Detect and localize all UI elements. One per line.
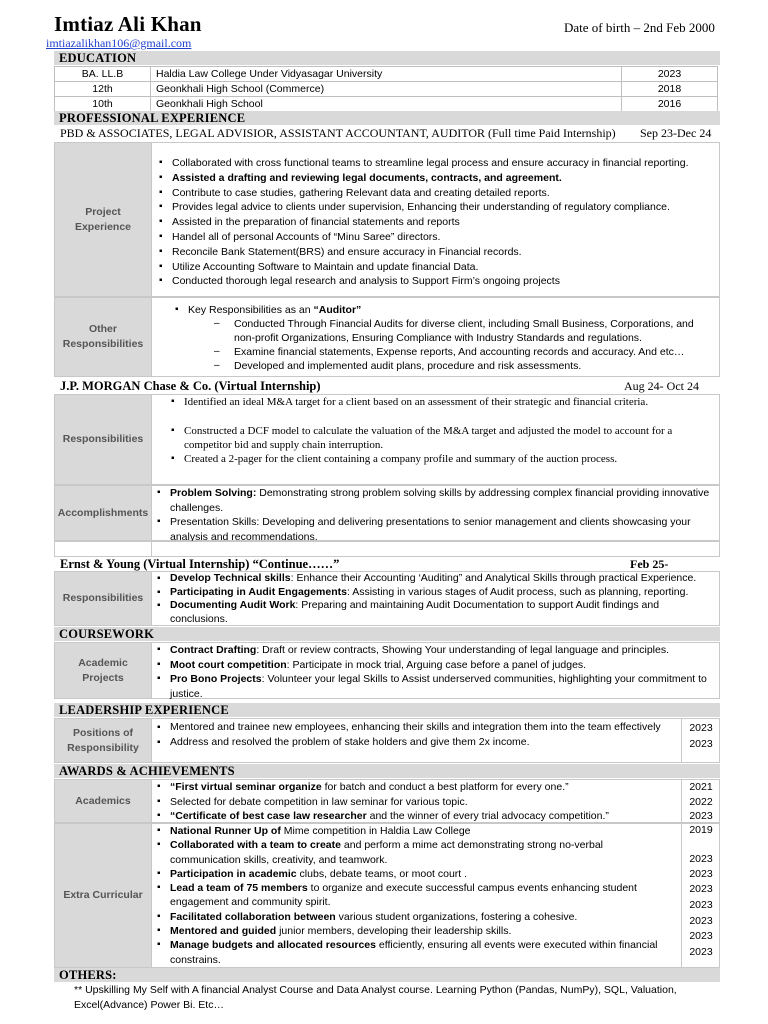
year-label: 2023 (689, 810, 713, 822)
list-item: ▪ Handel all of personal Accounts of “Minu Saree” directors. (156, 230, 713, 245)
academic-projects-block (54, 642, 720, 699)
positions-block (54, 718, 720, 763)
list-item: ▪ Reconcile Bank Statement(BRS) and ensure accuracy in Financial records. (156, 245, 713, 260)
sub-list (188, 317, 713, 373)
degree-cell: 10th (55, 97, 151, 112)
list-item: ▪ Selected for debate competition in law seminar for various topic. (154, 795, 675, 810)
year-cell: 2023 (622, 67, 718, 82)
list-item: ▪ Contract Drafting: Draft or review contracts, Showing Your understanding of legal language and principles. (154, 643, 713, 658)
year-label: 2019 (689, 824, 713, 836)
row-label: Academic Projects (55, 643, 151, 698)
other-list (152, 298, 719, 373)
education-table (54, 66, 718, 112)
list-item: ▪ Identified an ideal M&A target for a client based on an assessment of their strategic and financial criteria. (168, 395, 717, 409)
list-item: ▪ Facilitated collaboration between various student organizations, fostering a cohesive. (154, 910, 675, 924)
year-label: 2023 (689, 946, 713, 958)
list-item: ▪ Presentation Skills: Developing and delivering presentations to senior management and clients showcasing your analysis and recommendations. (154, 515, 713, 544)
others-heading: OTHERS: (54, 968, 720, 982)
row-label: Responsibilities (55, 572, 151, 625)
degree-cell: BA. LL.B (55, 67, 151, 82)
list-item: ▪ Lead a team of 75 members to organize and execute successful campus events enhancing student engagement and community spirit. (154, 881, 675, 910)
table-row (55, 97, 718, 112)
list-item: ▪ Participating in Audit Engagements: Assisting in various stages of Audit process, such as planning, reporting. (154, 586, 713, 600)
year-label: 2023 (689, 868, 713, 880)
sub-item: – Examine financial statements, Expense reports, And accounting records and accuracy. And etc… (234, 345, 713, 359)
professional-heading: PROFESSIONAL EXPERIENCE (54, 111, 720, 125)
row-label: Project Experience (55, 143, 151, 296)
year-label: 2023 (689, 915, 713, 927)
year-cell: 2018 (622, 82, 718, 97)
extra-list (152, 824, 681, 967)
table-row (55, 67, 718, 82)
coursework-heading: COURSEWORK (54, 627, 720, 641)
list-item: ▪ Pro Bono Projects: Volunteer your legal Skills to Assist underserved communities, highlighting your commitment to justice. (154, 672, 713, 701)
list-item: ▪ Manage budgets and allocated resources efficiently, ensuring all events were executed within financial constrains. (154, 938, 675, 967)
ey-list (152, 572, 719, 626)
list-item: ▪ Collaborated with cross functional teams to streamline legal process and ensure accuracy in financial reporting. (156, 156, 713, 171)
list-item: ▪ Key Responsibilities as an “Auditor” – Conducted Through Financial Audits for diverse client, including Small Business, Corporations, and non-profit Organizations, Ensuring Compliance with Industry Standards and regulations. – Examine financial statements, Expense reports, And accounting records and accuracy. And etc… – Developed and implemented audit plans, procedure and risk assessments. (172, 303, 713, 373)
list-item: ▪ Participation in academic clubs, debate teams, or moot court . (154, 867, 675, 881)
ey-responsibilities-block (54, 571, 720, 626)
list-item: ▪ Develop Technical skills: Enhance their Accounting ‘Auditing” and Analytical Skills through practical Experience. (154, 572, 713, 586)
list-item: ▪ Constructed a DCF model to calculate the valuation of the M&A target and adjusted the model to account for a competitor bid and supply chain interruption. (168, 424, 717, 452)
list-item: ▪ “First virtual seminar organize for batch and conduct a best platform for every one.” (154, 780, 675, 795)
email-link[interactable]: imtiazalikhan106@gmail.com (46, 36, 192, 50)
row-label: Extra Curricular (55, 824, 151, 967)
coursework-list (152, 643, 719, 701)
leadership-heading: LEADERSHIP EXPERIENCE (54, 703, 720, 717)
list-item: ▪ Mentored and guided junior members, developing their leadership skills. (154, 924, 675, 938)
job-header-jpm (60, 379, 720, 394)
list-item: ▪ Address and resolved the problem of stake holders and give them 2x income. (154, 735, 675, 750)
list-item: ▪ Conducted thorough legal research and analysis to Support Firm’s ongoing projects (156, 274, 713, 289)
sub-item: – Developed and implemented audit plans, procedure and risk assessments. (234, 359, 713, 373)
awards-heading: AWARDS & ACHIEVEMENTS (54, 764, 720, 778)
project-list (152, 143, 719, 289)
school-cell: Geonkhali High School (Commerce) (151, 82, 622, 97)
job-period: Aug 24- Oct 24 (624, 379, 699, 393)
year-label: 2023 (689, 930, 713, 942)
list-item: ▪ Created a 2-pager for the client containing a company profile and summary of the auction process. (168, 452, 717, 466)
row-label: Responsibilities (55, 395, 151, 484)
list-item: ▪ Collaborated with a team to create and perform a mime act demonstrating strong no-verbal communication skills, creativity, and teamwork. (154, 838, 675, 867)
list-item: ▪ National Runner Up of Mime competition in Haldia Law College (154, 824, 675, 838)
year-label: 2022 (689, 795, 713, 808)
year-label: 2021 (689, 781, 713, 793)
extra-curricular-block (54, 823, 720, 968)
jpm-accomplishments-block (54, 485, 720, 541)
list-item: ▪ Assisted in the preparation of financial statements and reports (156, 215, 713, 230)
job-title: Ernst & Young (Virtual Internship) “Continue……” (60, 557, 340, 571)
row-label: Positions of Responsibility (55, 719, 151, 762)
job-header-pbd (60, 126, 720, 141)
education-heading: EDUCATION (54, 51, 720, 65)
other-responsibilities-block (54, 297, 720, 377)
job-title: PBD & ASSOCIATES, LEGAL ADVISIOR, ASSISTANT ACCOUNTANT, AUDITOR (Full time Paid Internship) (60, 126, 616, 140)
job-period: Feb 25- (630, 557, 669, 571)
list-item: ▪ Documenting Audit Work: Preparing and maintaining Audit Documentation to support Audit findings and conclusions. (154, 599, 713, 626)
year-label: 2023 (689, 899, 713, 911)
academics-list (152, 780, 681, 824)
list-item: ▪ “Certificate of best case law researcher and the winner of every trial advocacy competition.” (154, 809, 675, 824)
leadership-list (152, 719, 681, 750)
job-title: J.P. MORGAN Chase & Co. (Virtual Internship) (60, 379, 321, 393)
school-cell: Geonkhali High School (151, 97, 622, 112)
candidate-name: Imtiaz Ali Khan (54, 12, 202, 36)
year-label: 2023 (689, 883, 713, 895)
year-label: 2023 (689, 722, 713, 734)
jpm-resp-list (152, 395, 719, 466)
row-label: Academics (55, 780, 151, 822)
date-of-birth: Date of birth – 2nd Feb 2000 (564, 20, 715, 35)
row-label: Other Responsibilities (55, 298, 151, 376)
year-label: 2023 (689, 853, 713, 865)
list-item: ▪ Mentored and trainee new employees, enhancing their skills and integration them into the team effectively (154, 720, 675, 735)
academics-block (54, 779, 720, 823)
year-cell: 2016 (622, 97, 718, 112)
year-label: 2023 (689, 738, 713, 750)
degree-cell: 12th (55, 82, 151, 97)
jpm-spacer-row (54, 541, 720, 557)
list-item: ▪ Provides legal advice to clients under supervision, Enhancing their understanding of regulatory compliance. (156, 200, 713, 215)
school-cell: Haldia Law College Under Vidyasagar University (151, 67, 622, 82)
list-item: ▪ Contribute to case studies, gathering Relevant data and creating detailed reports. (156, 186, 713, 201)
jpm-responsibilities-block (54, 394, 720, 485)
others-text: ** Upskilling My Self with A financial Analyst Course and Data Analyst course. Learning Python (Pandas, NumPy), SQL, Valuation, Excel(Advance) Power Bi. Etc… (74, 984, 677, 1011)
row-label: Accomplishments (55, 486, 151, 540)
list-item: ▪ Problem Solving: Demonstrating strong problem solving skills by addressing complex financial providing innovative challenges. (154, 486, 713, 515)
job-header-ey (60, 557, 720, 572)
list-item: ▪ Assisted a drafting and reviewing legal documents, contracts, and agreement. (156, 171, 713, 186)
list-item: ▪ Moot court competition: Participate in mock trial, Arguing case before a panel of judges. (154, 658, 713, 673)
jpm-acc-list (152, 486, 719, 544)
table-row (55, 82, 718, 97)
project-experience-block (54, 142, 720, 297)
sub-item: – Conducted Through Financial Audits for diverse client, including Small Business, Corporations, and non-profit Organizations, Ensuring Compliance with Industry Standards and regulations. (234, 317, 713, 345)
list-item: ▪ Utilize Accounting Software to Maintain and update financial Data. (156, 260, 713, 275)
job-period: Sep 23-Dec 24 (640, 126, 712, 140)
